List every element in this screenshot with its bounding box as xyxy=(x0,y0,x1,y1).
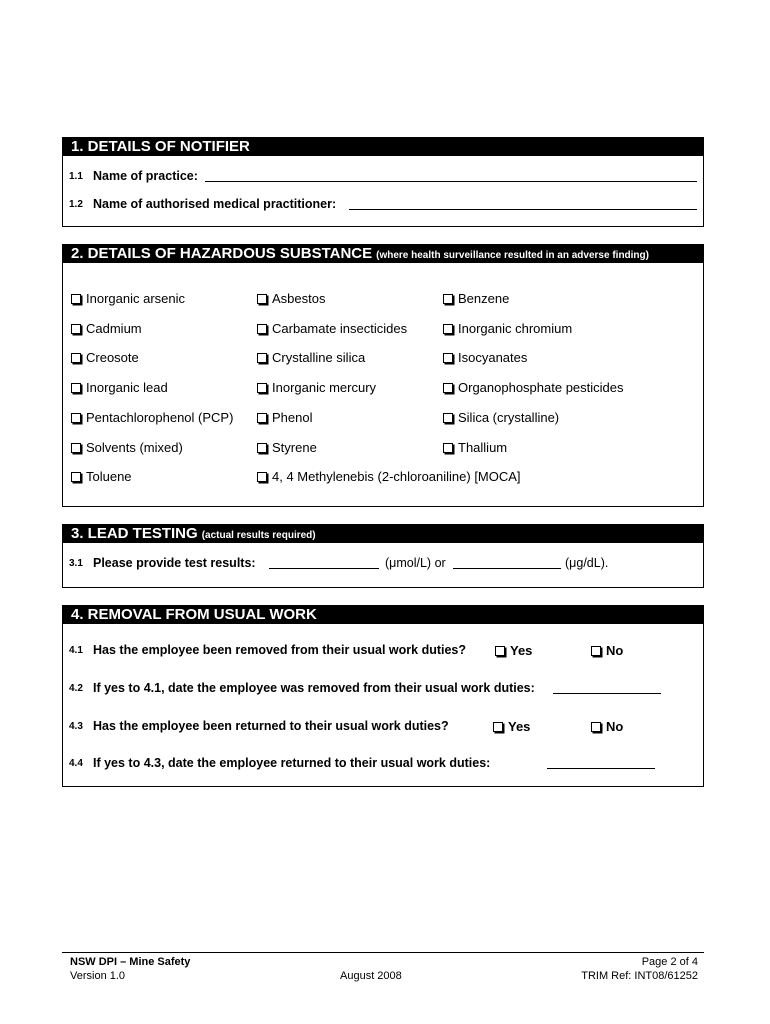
substance-option[interactable]: Inorganic lead xyxy=(71,380,168,396)
returned-question-label: Has the employee been returned to their usual work duties? xyxy=(93,719,449,733)
ugdl-unit-label: (μg/dL). xyxy=(565,556,609,570)
medical-practitioner-label: Name of authorised medical practitioner: xyxy=(93,197,337,211)
substance-option[interactable]: Organophosphate pesticides xyxy=(443,380,624,396)
checkbox-icon[interactable] xyxy=(257,294,267,304)
returned-date-field[interactable] xyxy=(547,768,655,769)
removed-question-label: Has the employee been removed from their usual work duties? xyxy=(93,643,467,657)
checkbox-icon[interactable] xyxy=(71,294,81,304)
checkbox-icon[interactable] xyxy=(443,383,453,393)
footer-version: Version 1.0 xyxy=(70,970,126,982)
section-2-title: 2. DETAILS OF HAZARDOUS SUBSTANCE xyxy=(71,245,373,262)
checkbox-icon[interactable] xyxy=(71,353,81,363)
medical-practitioner-field[interactable] xyxy=(349,209,697,210)
footer-organisation: NSW DPI – Mine Safety xyxy=(70,956,191,968)
checkbox-icon[interactable] xyxy=(493,722,503,732)
substance-option[interactable]: Inorganic chromium xyxy=(443,321,572,337)
test-results-label: Please provide test results: xyxy=(93,556,256,570)
substance-option[interactable]: Pentachlorophenol (PCP) xyxy=(71,410,233,426)
substance-option[interactable]: Solvents (mixed) xyxy=(71,440,183,456)
removed-date-field[interactable] xyxy=(553,693,661,694)
umol-result-field[interactable] xyxy=(269,568,379,569)
footer-date: August 2008 xyxy=(340,970,402,982)
section-3-header xyxy=(63,525,703,543)
returned-yes-option[interactable]: Yes xyxy=(493,719,530,735)
question-number: 4.2 xyxy=(69,683,83,694)
footer-rule xyxy=(62,952,704,953)
section-4-header: 4. REMOVAL FROM USUAL WORK xyxy=(63,606,703,624)
question-number: 4.3 xyxy=(69,721,83,732)
substance-option[interactable]: Styrene xyxy=(257,440,317,456)
section-2-header xyxy=(63,245,703,263)
substance-option[interactable]: Isocyanates xyxy=(443,350,527,366)
checkbox-icon[interactable] xyxy=(71,383,81,393)
checkbox-icon[interactable] xyxy=(257,472,267,482)
substance-option[interactable]: Benzene xyxy=(443,291,509,307)
checkbox-icon[interactable] xyxy=(443,294,453,304)
umol-unit-label: (μmol/L) or xyxy=(385,556,446,570)
name-of-practice-field[interactable] xyxy=(205,181,697,182)
checkbox-icon[interactable] xyxy=(495,646,505,656)
question-number: 4.4 xyxy=(69,758,83,769)
checkbox-icon[interactable] xyxy=(443,353,453,363)
section-1-header: 1. DETAILS OF NOTIFIER xyxy=(63,138,703,156)
checkbox-icon[interactable] xyxy=(257,353,267,363)
question-number: 1.1 xyxy=(69,171,83,182)
checkbox-icon[interactable] xyxy=(257,324,267,334)
checkbox-icon[interactable] xyxy=(443,443,453,453)
returned-date-label: If yes to 4.3, date the employee returned to their usual work duties: xyxy=(93,756,491,770)
checkbox-icon[interactable] xyxy=(443,324,453,334)
section-3-title: 3. LEAD TESTING xyxy=(71,525,198,542)
removed-date-label: If yes to 4.1, date the employee was removed from their usual work duties: xyxy=(93,681,535,695)
substance-option[interactable]: Crystalline silica xyxy=(257,350,365,366)
ugdl-result-field[interactable] xyxy=(453,568,561,569)
checkbox-icon[interactable] xyxy=(443,413,453,423)
section-lead-testing xyxy=(62,524,704,588)
substance-option[interactable]: Creosote xyxy=(71,350,139,366)
section-hazardous-substance xyxy=(62,244,704,507)
checkbox-icon[interactable] xyxy=(257,443,267,453)
checkbox-icon[interactable] xyxy=(257,413,267,423)
substance-option[interactable]: 4, 4 Methylenebis (2-chloroaniline) [MOCA] xyxy=(257,469,521,485)
returned-no-option[interactable]: No xyxy=(591,719,623,735)
footer-page-number: Page 2 of 4 xyxy=(641,956,698,968)
checkbox-icon[interactable] xyxy=(71,413,81,423)
section-details-of-notifier xyxy=(62,137,704,227)
removed-no-option[interactable]: No xyxy=(591,643,623,659)
name-of-practice-label: Name of practice: xyxy=(93,169,198,183)
checkbox-icon[interactable] xyxy=(591,722,601,732)
question-number: 4.1 xyxy=(69,645,83,656)
substance-option[interactable]: Inorganic arsenic xyxy=(71,291,185,307)
substance-option[interactable]: Phenol xyxy=(257,410,312,426)
checkbox-icon[interactable] xyxy=(591,646,601,656)
section-2-subtitle: (where health surveillance resulted in an adverse finding) xyxy=(376,250,649,261)
question-number: 1.2 xyxy=(69,199,83,210)
substance-option[interactable]: Silica (crystalline) xyxy=(443,410,559,426)
question-number: 3.1 xyxy=(69,558,83,569)
substance-option[interactable]: Inorganic mercury xyxy=(257,380,376,396)
footer-trim-ref: TRIM Ref: INT08/61252 xyxy=(581,970,698,982)
substance-option[interactable]: Toluene xyxy=(71,469,132,485)
substance-option[interactable]: Asbestos xyxy=(257,291,325,307)
checkbox-icon[interactable] xyxy=(71,472,81,482)
substance-option[interactable]: Cadmium xyxy=(71,321,142,337)
substance-option[interactable]: Thallium xyxy=(443,440,507,456)
removed-yes-option[interactable]: Yes xyxy=(495,643,532,659)
checkbox-icon[interactable] xyxy=(257,383,267,393)
checkbox-icon[interactable] xyxy=(71,324,81,334)
section-3-subtitle: (actual results required) xyxy=(201,530,316,541)
substance-option[interactable]: Carbamate insecticides xyxy=(257,321,407,337)
checkbox-icon[interactable] xyxy=(71,443,81,453)
section-removal-from-work xyxy=(62,605,704,787)
